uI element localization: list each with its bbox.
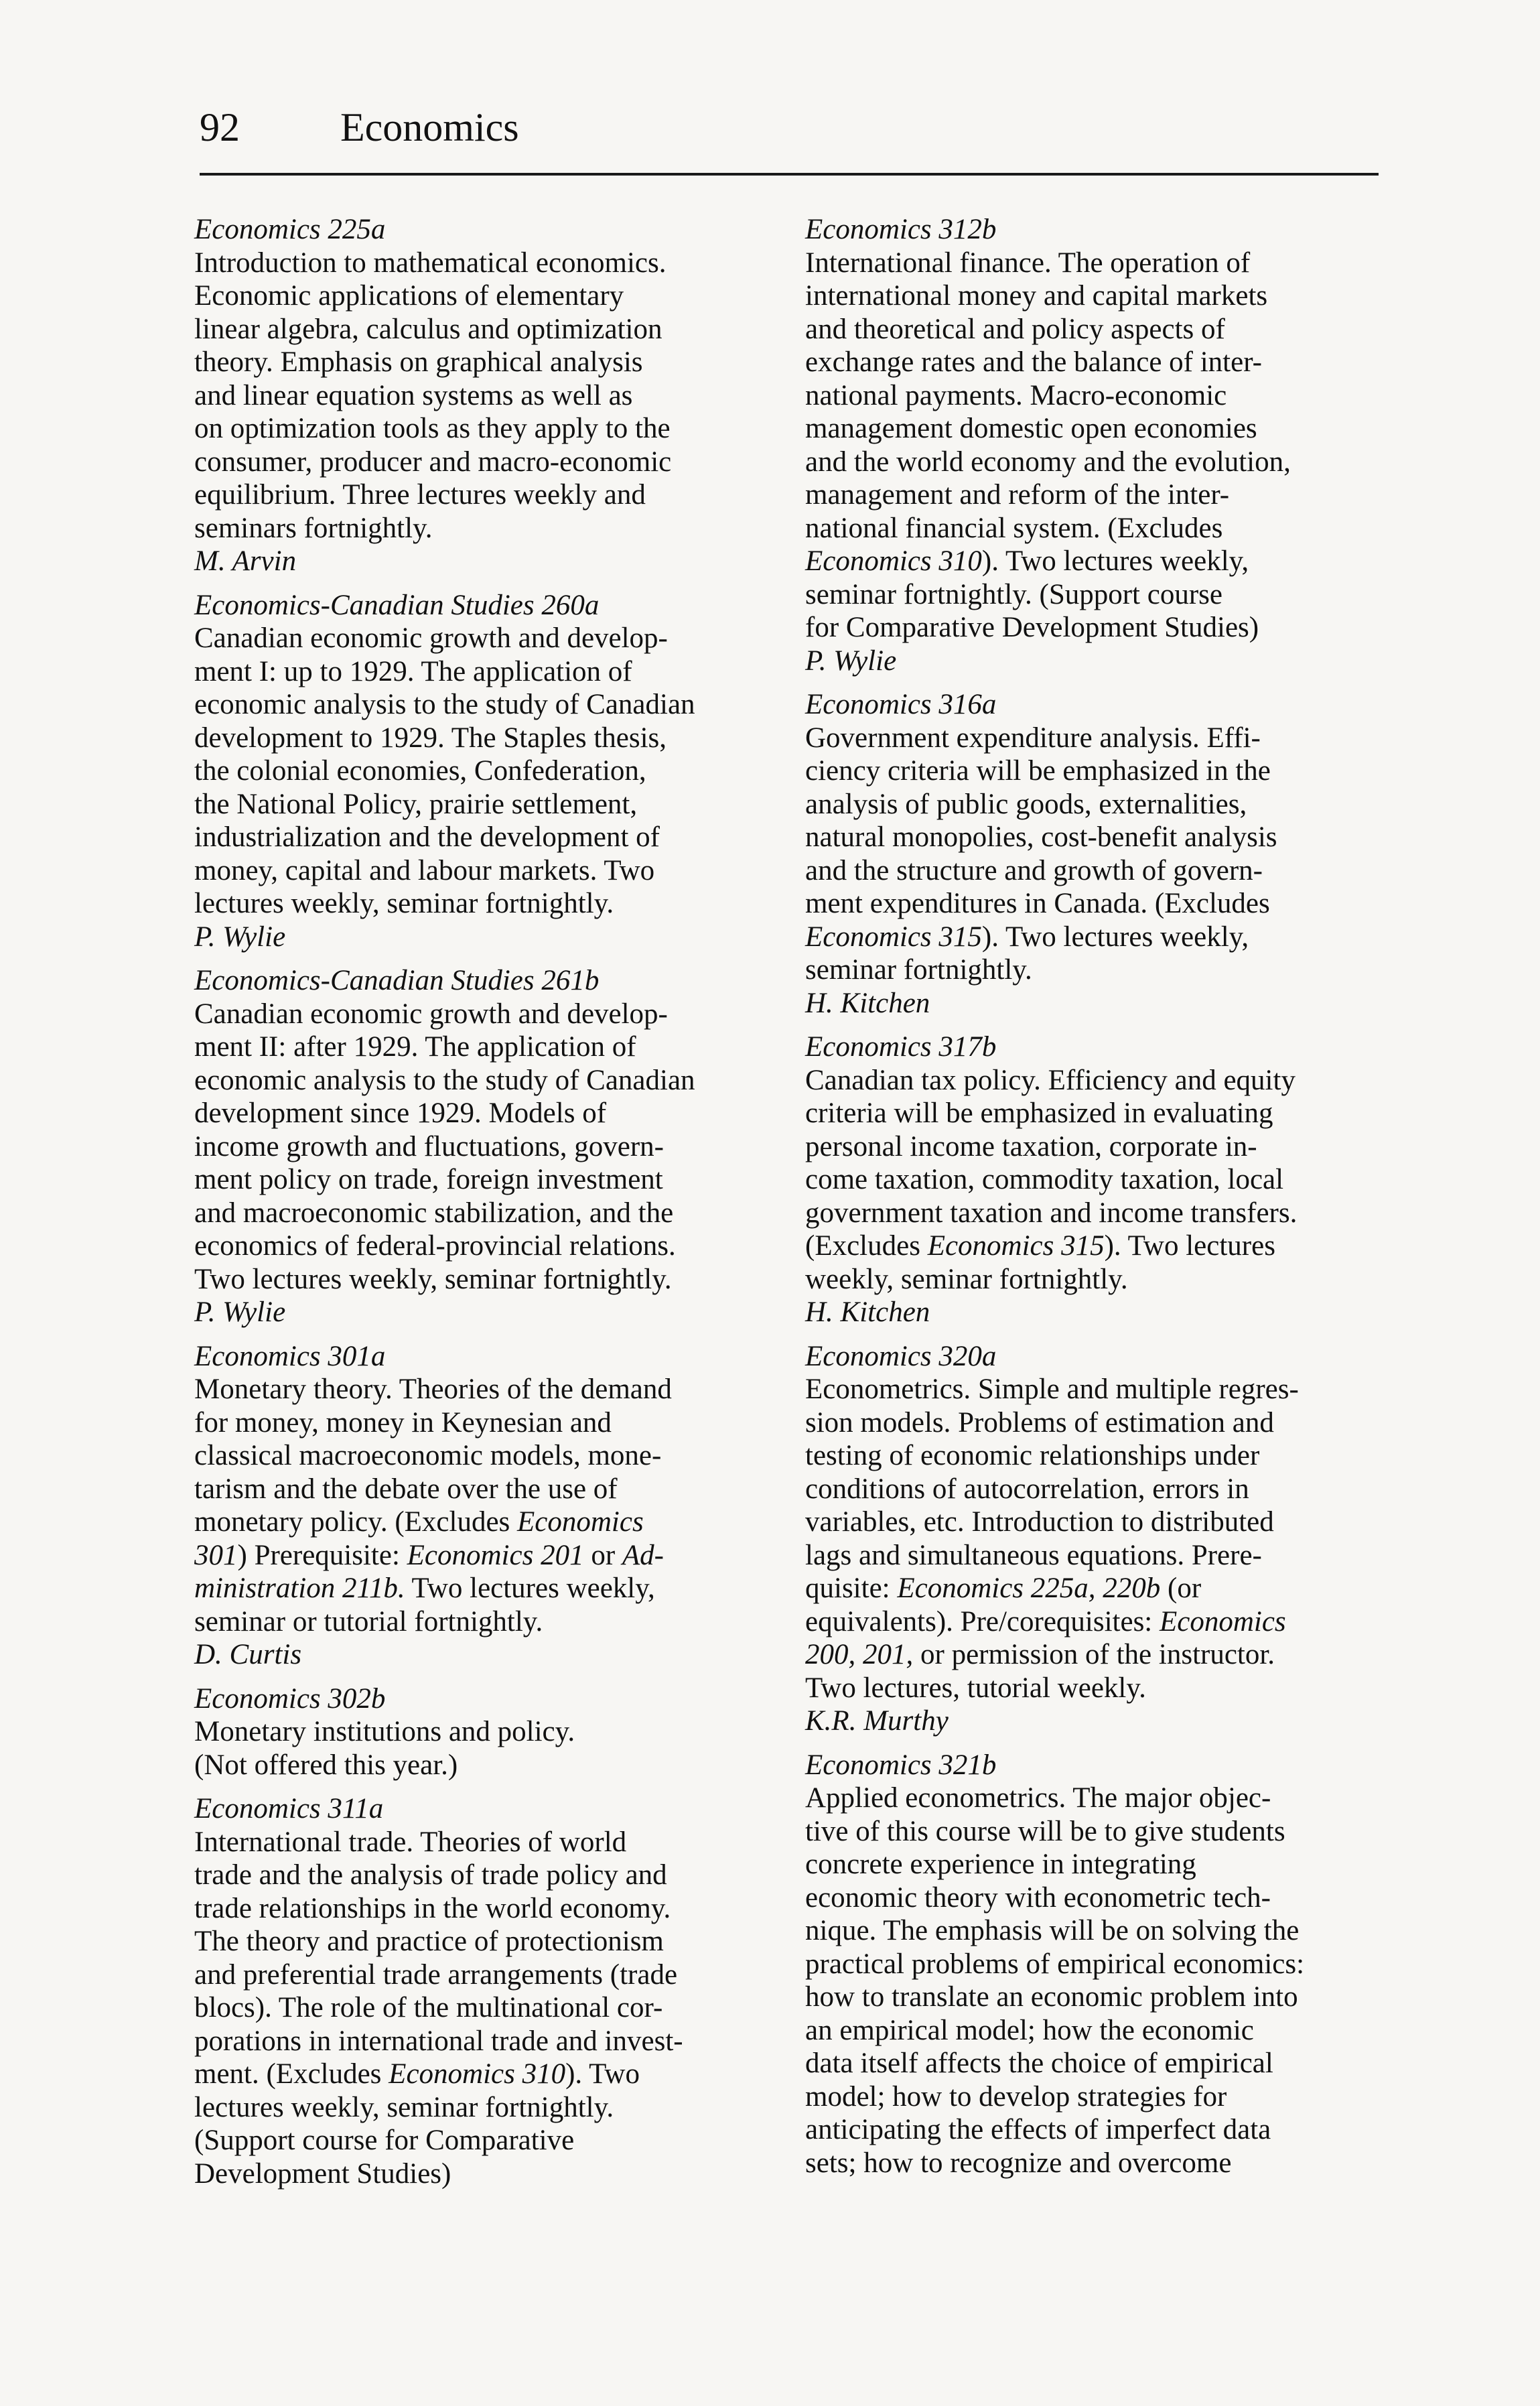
course-entry [805, 1340, 1408, 1738]
course-title: Economics 317b [805, 1031, 997, 1063]
course-reference: Economics 200, 201, [805, 1605, 1286, 1670]
instructor-name: P. Wylie [194, 921, 286, 953]
course-description [194, 1826, 797, 2191]
description-text: Canadian economic growth and develop- ment I: up to 1929. The application of economic analysis to the study of Canadian development to 1929. The Staples thesis, the colonial economies, Confederation, the National Policy, prairie settlement, industrialization and the development of money, capital and labour markets. Two lectures weekly, seminar fortnightly. [194, 622, 695, 919]
description-text: Econometrics. Simple and multiple regres- sion models. Problems of estimation and testing of economic relationships under conditions of autocorrelation, errors in variables, etc. Introduction to distributed lags and simultaneous equations. Prere- quisite: [805, 1374, 1299, 1604]
course-title: Economics 321b [805, 1749, 997, 1781]
instructor-name: D. Curtis [194, 1639, 302, 1670]
page-header [200, 101, 1379, 174]
description-text: Government expenditure analysis. Effi- ciency criteria will be emphasized in the analysis of public goods, externalities, natural monopolies, cost-benefit analysis and the structure and growth of govern- ment expenditures in Canada. (Excludes [805, 722, 1277, 919]
course-title: Economics 312b [805, 214, 997, 245]
instructor-name: P. Wylie [805, 645, 897, 677]
instructor-name: H. Kitchen [805, 987, 930, 1019]
description-text: ) Prerequisite: [237, 1539, 407, 1571]
course-description [805, 722, 1408, 987]
instructor-name: K.R. Murthy [805, 1705, 949, 1737]
instructor-name: M. Arvin [194, 545, 297, 577]
description-text: Applied econometrics. The major objec- tive of this course will be to give students concrete experience in integrating economic theory with econometric tech- nique. The emphasis will be on solving the practical problems of empirical economics: how to translate an economic problem into an empirical model; how the economic data itself affects the choice of empirical model; how to develop strategies for anticipating the effects of imperfect data sets; how to recognize and overcome [805, 1782, 1305, 2179]
course-title: Economics 311a [194, 1793, 384, 1824]
course-entry [805, 213, 1408, 677]
course-entry [805, 1749, 1408, 2180]
course-entry [194, 1340, 797, 1672]
description-text: ). Two lectures weekly, seminar fortnightly. (Support course for Comparative Development Studies) [194, 2058, 640, 2190]
course-description [805, 1064, 1408, 1296]
description-text: ). Two lectures weekly, seminar fortnightly. [805, 1230, 1275, 1295]
course-title: Economics 301a [194, 1340, 386, 1372]
course-description [194, 1373, 797, 1638]
course-reference: Economics 315 [805, 921, 982, 953]
course-entry [194, 213, 797, 578]
description-text: or [583, 1539, 622, 1571]
description-text: Introduction to mathematical economics. Economic applications of elementary linear algebra, calculus and optimization theory. Emphasis on graphical analysis and linear equation systems as well as on optimization tools as they apply to the consumer, producer and macro-economic equilibrium. Three lectures weekly and seminars fortnightly. [194, 247, 672, 544]
description-text: Monetary institutions and policy. (Not offered this year.) [194, 1716, 575, 1781]
description-text: Canadian economic growth and develop- ment II: after 1929. The application of economic analysis to the study of Canadian development since 1929. Models of income growth and fluctuations, govern- ment policy on trade, foreign investment and macroeconomic stabilization, and the economics of federal-provincial relations. Two lectures weekly, seminar fortnightly. [194, 998, 695, 1295]
running-title: Economics [340, 105, 519, 149]
description-text: International finance. The operation of international money and capital markets and theoretical and policy aspects of exchange rates and the balance of inter- national payments. Macro-economic management domestic open economies and the world economy and the evolution, management and reform of the inter- national financial system. (Excludes [805, 247, 1291, 544]
course-title: Economics-Canadian Studies 261b [194, 965, 600, 996]
course-description [805, 1373, 1408, 1705]
description-text: Canadian tax policy. Efficiency and equity criteria will be emphasized in evaluating personal income taxation, corporate in- come taxation, commodity taxation, local government taxation and income transfers. (Excludes [805, 1064, 1298, 1262]
course-description [805, 247, 1408, 645]
course-reference: Economics 301 [194, 1506, 644, 1571]
description-text: or permission of the instructor. Two lectures, tutorial weekly. [805, 1639, 1275, 1704]
course-description [194, 1715, 797, 1782]
description-text: ). Two lectures weekly, seminar fortnightly. [805, 921, 1249, 986]
header-rule [200, 173, 1379, 176]
course-entry [194, 589, 797, 954]
course-title: Economics 225a [194, 214, 386, 245]
course-title: Economics-Canadian Studies 260a [194, 589, 600, 621]
right-column [805, 213, 1408, 2190]
description-text: ). Two lectures weekly, seminar fortnightly. (Support course for Comparative Development Studies) [805, 545, 1259, 643]
description-text: Monetary theory. Theories of the demand for money, money in Keynesian and classical macroeconomic models, mone- tarism and the debate over the use of monetary policy. (Excludes [194, 1374, 672, 1538]
course-description [194, 622, 797, 921]
description-text: (or equivalents). Pre/corequisites: [805, 1573, 1202, 1638]
course-reference: Economics 315 [927, 1230, 1105, 1262]
course-reference: Economics 225a, 220b [897, 1573, 1161, 1604]
instructor-name: P. Wylie [194, 1296, 286, 1328]
course-title: Economics 302b [194, 1682, 386, 1715]
course-entry [805, 1030, 1408, 1329]
page-number: 92 [200, 105, 240, 149]
course-reference: Ad- ministration 211b. [194, 1539, 664, 1604]
course-title: Economics 320a [805, 1340, 997, 1372]
left-column [194, 213, 797, 2201]
course-entry [194, 1682, 797, 1782]
course-entry [194, 964, 797, 1329]
course-description [194, 998, 797, 1296]
description-text: International trade. Theories of world trade and the analysis of trade policy and trade relationships in the world economy. The theory and practice of protectionism and preferential trade arrangements (trade blocs). The role of the multinational cor- porations in international trade and invest- ment. (Excludes [194, 1826, 683, 2090]
course-description [194, 247, 797, 545]
course-title: Economics 316a [805, 689, 997, 720]
course-entry [805, 688, 1408, 1020]
description-text: Two lectures weekly, seminar or tutorial fortnightly. [194, 1573, 655, 1638]
instructor-name: H. Kitchen [805, 1296, 930, 1328]
course-reference: Economics 310 [805, 545, 982, 577]
course-description [805, 1782, 1408, 2180]
course-entry [194, 1792, 797, 2190]
course-reference: Economics 201 [407, 1539, 584, 1571]
course-reference: Economics 310 [389, 2058, 566, 2090]
